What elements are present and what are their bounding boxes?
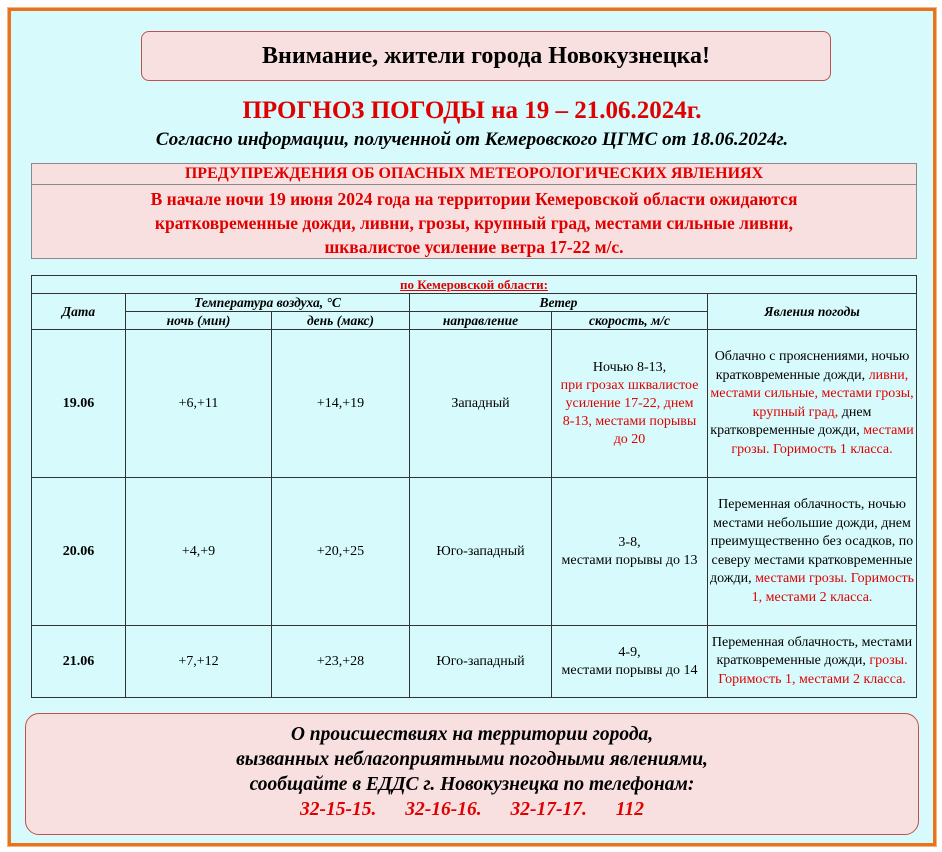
row-day-temp: +20,+25	[272, 478, 410, 626]
row-day-temp: +23,+28	[272, 626, 410, 698]
attention-text: Внимание, жители города Новокузнецка!	[262, 42, 710, 69]
phenomena-text: днем кратковременные дожди,	[710, 404, 872, 438]
attention-banner	[141, 31, 831, 81]
row-wind-direction: Юго-западный	[410, 478, 552, 626]
weather-table	[31, 275, 917, 698]
phenomena-text: Облачно с прояснениями, ночью кратковременные дожди,	[714, 349, 910, 383]
speed-text: 3-8,	[618, 534, 641, 550]
row-phenomena	[708, 330, 917, 478]
phone-number[interactable]: 32-17-17.	[510, 799, 587, 820]
header-day: день (макс)	[272, 312, 410, 330]
warning-line: шквалистое усиление ветра 17-22 м/с.	[324, 237, 624, 257]
row-date: 21.06	[32, 626, 126, 698]
table-row	[32, 330, 917, 478]
row-wind-direction: Юго-западный	[410, 626, 552, 698]
row-phenomena	[708, 626, 917, 698]
header-phenomena: Явления погоды	[708, 294, 917, 330]
region-heading: по Кемеровской области:	[32, 276, 917, 294]
row-wind-speed	[552, 330, 708, 478]
row-wind-direction: Западный	[410, 330, 552, 478]
phenomena-text: Переменная облачность, ночью местами небольшие дожди, днем преимущественно без осадков, по северу местами кратковременные дожди,	[710, 497, 914, 586]
phone-number[interactable]: 32-16-16.	[405, 799, 482, 820]
header-night: ночь (мин)	[126, 312, 272, 330]
warning-heading: ПРЕДУПРЕЖДЕНИЯ ОБ ОПАСНЫХ МЕТЕОРОЛОГИЧЕСКИХ ЯВЛЕНИЯХ	[32, 164, 916, 185]
warning-box	[31, 163, 917, 259]
speed-text: местами порывы до 13	[561, 552, 698, 568]
header-temperature: Температура воздуха, °С	[126, 294, 410, 312]
speed-text: местами порывы до 14	[561, 662, 698, 678]
contact-box	[25, 713, 919, 835]
row-phenomena	[708, 478, 917, 626]
warning-line: В начале ночи 19 июня 2024 года на территории Кемеровской области ожидаются	[150, 189, 798, 209]
table-row	[32, 626, 917, 698]
row-date: 19.06	[32, 330, 126, 478]
phenomena-warning-text: местами грозы. Горимость 1 класса.	[731, 423, 914, 457]
poster-frame	[8, 8, 936, 846]
row-wind-speed	[552, 626, 708, 698]
phenomena-warning-text: грозы. Горимость 1, местами 2 класса.	[718, 653, 908, 687]
forecast-title: ПРОГНОЗ ПОГОДЫ на 19 – 21.06.2024г.	[242, 97, 702, 124]
warning-line: кратковременные дожди, ливни, грозы, крупный град, местами сильные ливни,	[154, 213, 794, 233]
row-night-temp: +4,+9	[126, 478, 272, 626]
speed-warning-text: при грозах шквалистое усиление 17-22, днем 8-13, местами порывы до 20	[560, 377, 699, 447]
row-day-temp: +14,+19	[272, 330, 410, 478]
phenomena-warning-text: местами грозы. Горимость 1, местами 2 класса.	[751, 571, 915, 605]
row-night-temp: +7,+12	[126, 626, 272, 698]
contact-line: сообщайте в ЕДДС г. Новокузнецка по телефонам:	[249, 774, 695, 795]
row-night-temp: +6,+11	[126, 330, 272, 478]
phenomena-warning-text: ливни, местами сильные, местами грозы, крупный град,	[710, 367, 914, 420]
header-speed: скорость, м/с	[552, 312, 708, 330]
header-direction: направление	[410, 312, 552, 330]
phone-number[interactable]: 112	[615, 799, 644, 820]
header-date: Дата	[32, 294, 126, 330]
speed-text: 4-9,	[618, 644, 641, 660]
speed-text: Ночью 8-13,	[592, 359, 667, 375]
contact-line: О происшествиях на территории города,	[290, 724, 654, 745]
phone-list	[26, 797, 918, 822]
phenomena-text: Переменная облачность, местами кратковременные дожди,	[711, 634, 913, 669]
table-row	[32, 478, 917, 626]
warning-text	[32, 185, 916, 259]
source-line: Согласно информации, полученной от Кемеровского ЦГМС от 18.06.2024г.	[155, 129, 789, 150]
header-wind: Ветер	[410, 294, 708, 312]
row-wind-speed	[552, 478, 708, 626]
row-date: 20.06	[32, 478, 126, 626]
phone-number[interactable]: 32-15-15.	[300, 799, 377, 820]
contact-line: вызванных неблагоприятными погодными явлениями,	[236, 749, 708, 770]
